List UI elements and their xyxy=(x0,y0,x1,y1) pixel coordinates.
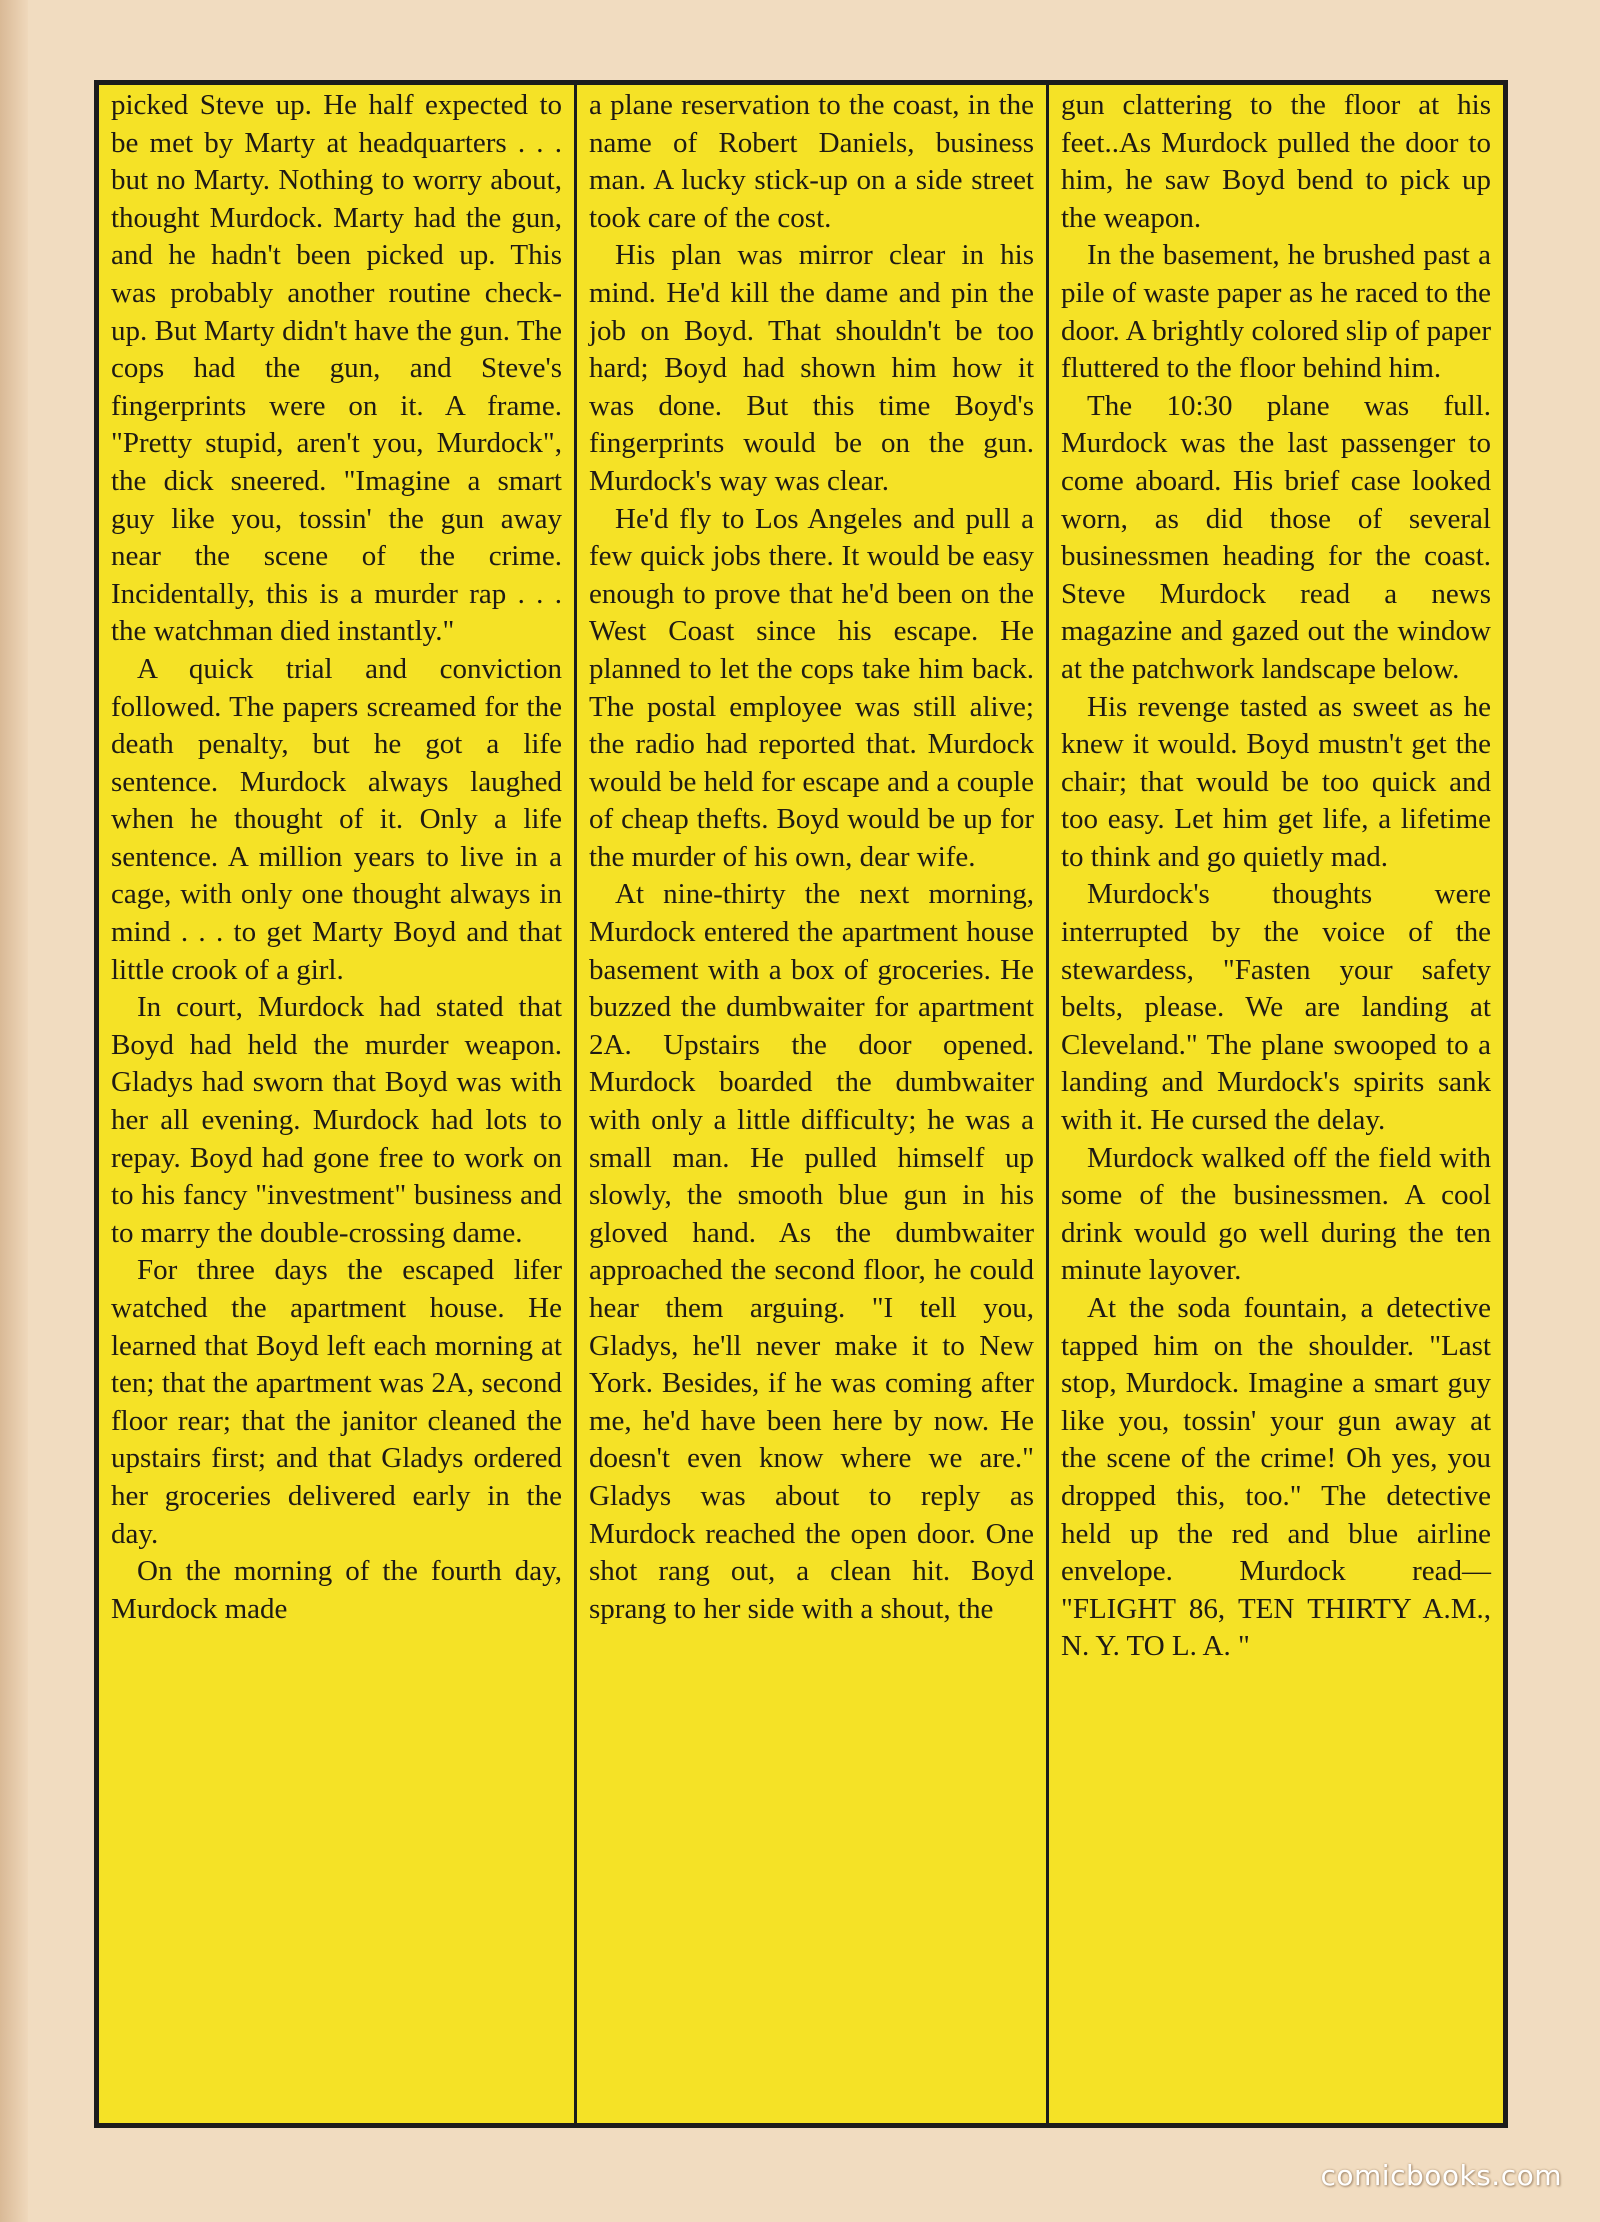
paragraph: Murdock's thoughts were interrupted by the voice of the stewardess, "Fasten your safety belts, please. We are landing at Cleveland." The plane swooped to a landing and Murdock's spirits sank with it. He cursed the delay. xyxy=(1061,878,1491,1137)
paragraph: a plane reservation to the coast, in the name of Robert Daniels, business man. A lucky stick-up on a side street took care of the cost. xyxy=(589,89,1034,234)
paragraph: Murdock walked off the field with some of the businessmen. A cool drink would go well during the ten minute layover. xyxy=(1061,1141,1491,1287)
text-column-3 xyxy=(1046,85,1503,2123)
story-text-panel xyxy=(94,80,1508,2128)
paragraph: A quick trial and conviction followed. The papers screamed for the death penalty, but he got a life sentence. Murdock always laughed when he thought of it. Only a life sentence. A million years to live in a cage, with only one thought always in mind . . . to get Marty Boyd and that little crook of a girl. xyxy=(111,652,562,986)
paragraph: His revenge tasted as sweet as he knew it would. Boyd mustn't get the chair; that would be too quick and too easy. Let him get life, a lifetime to think and go quietly mad. xyxy=(1061,690,1491,873)
paragraph: gun clattering to the floor at his feet..As Murdock pulled the door to him, he saw Boyd bend to pick up the weapon. xyxy=(1061,89,1491,234)
paragraph: The 10:30 plane was full. Murdock was the last passenger to come aboard. His brief case looked worn, as did those of several businessmen heading for the coast. Steve Murdock read a news magazine and gazed out the window at the patchwork landscape below. xyxy=(1061,389,1491,685)
text-column-1 xyxy=(99,85,574,2123)
page-edge xyxy=(0,0,28,2222)
paragraph: At nine-thirty the next morning, Murdock entered the apartment house basement with a box of groceries. He buzzed the dumbwaiter for apartment 2A. Upstairs the door opened. Murdock boarded the dumbwaiter with only a little difficulty; he was a small man. He pulled himself up slowly, the smooth blue gun in his gloved hand. As the dumbwaiter approached the second floor, he could hear them arguing. "I tell you, Gladys, he'll never make it to New York. Besides, if he was coming after me, he'd have been here by now. He doesn't even know where we are." Gladys was about to reply as Murdock reached the open door. One shot rang out, a clean hit. Boyd sprang to her side with a shout, the xyxy=(589,878,1034,1625)
paragraph: He'd fly to Los Angeles and pull a few quick jobs there. It would be easy enough to prove that he'd been on the West Coast since his escape. He planned to let the cops take him back. The postal employee was still alive; the radio had reported that. Murdock would be held for escape and a couple of cheap thefts. Boyd would be up for the murder of his own, dear wife. xyxy=(589,502,1034,873)
paragraph: At the soda fountain, a detective tapped him on the shoulder. "Last stop, Murdock. Imagine a smart guy like you, tossin' your gun away at the scene of the crime! Oh yes, you dropped this, too." The detective held up the red and blue airline envelope. Murdock read— "FLIGHT 86, TEN THIRTY A.M., N. Y. TO L. A. " xyxy=(1061,1292,1491,1663)
paragraph: His plan was mirror clear in his mind. He'd kill the dame and pin the job on Boyd. That shouldn't be too hard; Boyd had shown him how it was done. But this time Boyd's fingerprints would be on the gun. Murdock's way was clear. xyxy=(589,239,1034,497)
paragraph: picked Steve up. He half expected to be met by Marty at headquarters . . . but no Marty. Nothing to worry about, thought Murdock. Marty had the gun, and he hadn't been picked up. This was probably another routine check-up. But Marty didn't have the gun. The cops had the gun, and Steve's fingerprints were on it. A frame. "Pretty stupid, aren't you, Murdock", the dick sneered. "Imagine a smart guy like you, tossin' the gun away near the scene of the crime. Incidentally, this is a murder rap . . . the watchman died instantly." xyxy=(111,89,562,648)
paragraph: In court, Murdock had stated that Boyd had held the murder weapon. Gladys had sworn that Boyd was with her all evening. Murdock had lots to repay. Boyd had gone free to work on to his fancy "investment" business and to marry the double-crossing dame. xyxy=(111,991,562,1249)
paragraph: For three days the escaped lifer watched the apartment house. He learned that Boyd left each morning at ten; that the apartment was 2A, second floor rear; that the janitor cleaned the upstairs first; and that Gladys ordered her groceries delivered early in the day. xyxy=(111,1254,562,1550)
paragraph: On the morning of the fourth day, Murdock made xyxy=(111,1555,562,1625)
site-watermark: comicbooks.com xyxy=(1320,2159,1562,2192)
paragraph: In the basement, he brushed past a pile of waste paper as he raced to the door. A brightly colored slip of paper fluttered to the floor behind him. xyxy=(1061,239,1491,385)
text-column-2 xyxy=(574,85,1046,2123)
